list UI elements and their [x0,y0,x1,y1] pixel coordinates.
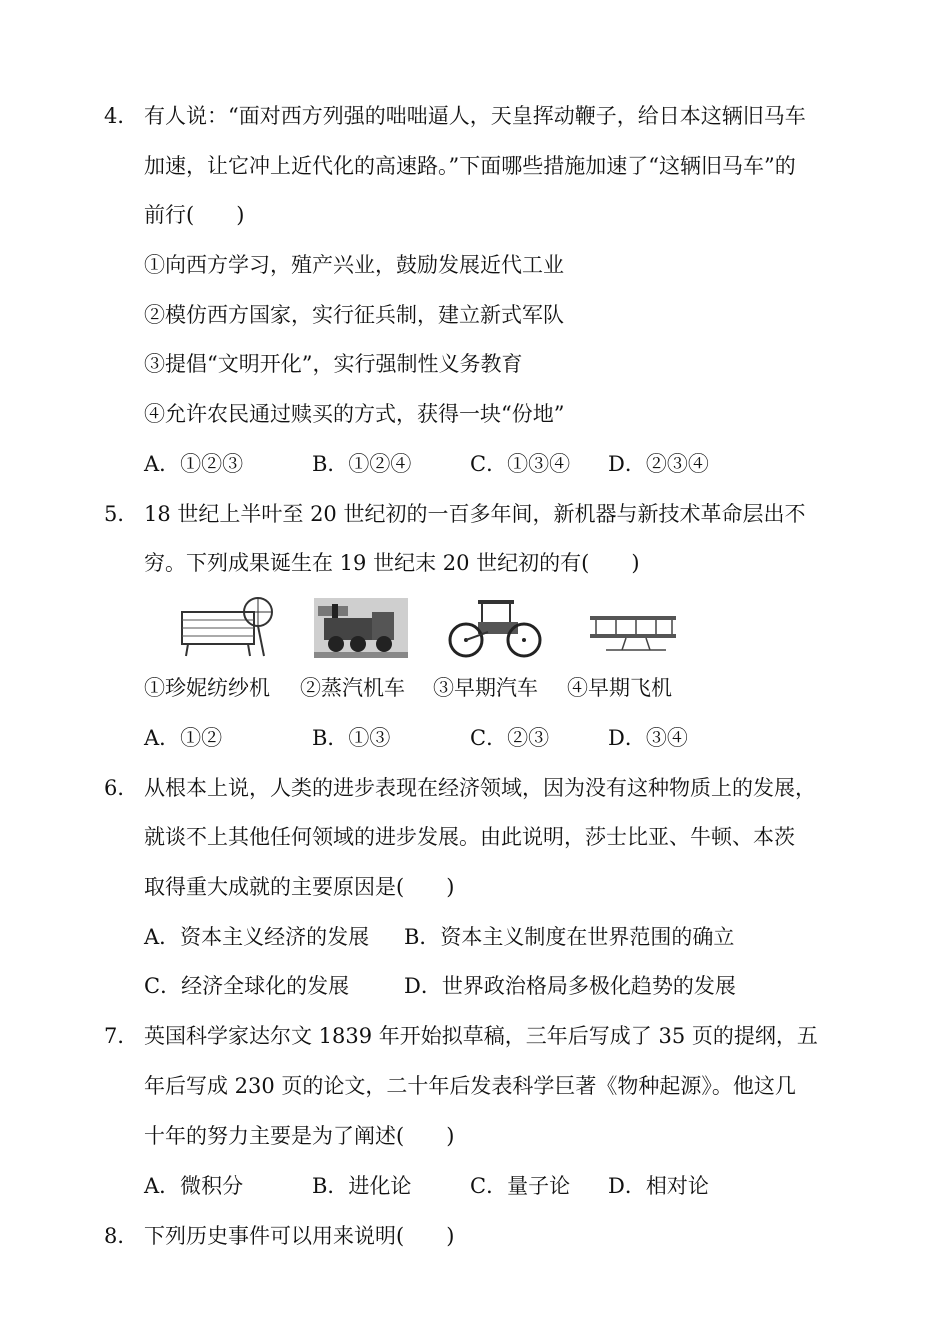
question-7-number: 7． [104,1024,139,1048]
question-6-line-3: 取得重大成就的主要原因是( ) [144,875,455,899]
question-5-caption-3: ③早期汽车 [433,676,538,700]
question-5-caption-1: ①珍妮纺纱机 [144,676,270,700]
question-6-line-2: 就谈不上其他任何领域的进步发展。由此说明，莎士比亚、牛顿、本茨 [144,825,795,849]
early-airplane-image [586,608,680,656]
question-6-option-a: A．资本主义经济的发展 [144,925,370,949]
question-6-option-b: B．资本主义制度在世界范围的确立 [404,925,735,949]
question-4-option-d: D．②③④ [608,452,709,476]
question-5-caption-4: ④早期飞机 [567,676,672,700]
question-4-item-1: ①向西方学习，殖产兴业，鼓励发展近代工业 [144,253,564,277]
question-5-option-b: B．①③ [312,726,391,750]
spinning-jenny-image [178,594,278,658]
question-7-line-3: 十年的努力主要是为了阐述( ) [144,1124,455,1148]
question-5-line-2: 穷。下列成果诞生在 19 世纪末 20 世纪初的有( ) [144,551,640,575]
question-7-line-2: 年后写成 230 页的论文，二十年后发表科学巨著《物种起源》。他这几 [144,1074,796,1098]
question-7-line-1: 英国科学家达尔文 1839 年开始拟草稿，三年后写成了 35 页的提纲，五 [144,1024,818,1048]
question-5-option-c: C．②③ [470,726,550,750]
question-4-item-2: ②模仿西方国家，实行征兵制，建立新式军队 [144,303,564,327]
question-7-option-b: B．进化论 [312,1174,412,1198]
question-5-option-d: D．③④ [608,726,688,750]
question-4-line-3: 前行( ) [144,203,245,227]
question-6-line-1: 从根本上说，人类的进步表现在经济领域，因为没有这种物质上的发展， [144,776,816,800]
question-4-line-2: 加速，让它冲上近代化的高速路。”下面哪些措施加速了“这辆旧马车”的 [144,154,796,178]
question-8-line-1: 下列历史事件可以用来说明( ) [144,1224,455,1248]
steam-locomotive-image [314,598,408,658]
question-4-item-4: ④允许农民通过赎买的方式，获得一块“份地” [144,402,565,426]
question-4-option-a: A．①②③ [144,452,244,476]
question-4-line-1: 有人说：“面对西方列强的咄咄逼人，天皇挥动鞭子，给日本这辆旧马车 [144,104,806,128]
question-5-number: 5． [104,502,139,526]
early-automobile-image [448,594,544,660]
question-4-item-3: ③提倡“文明开化”，实行强制性义务教育 [144,352,523,376]
question-7-option-d: D．相对论 [608,1174,709,1198]
question-6-option-d: D．世界政治格局多极化趋势的发展 [404,974,736,998]
question-6-number: 6． [104,776,139,800]
question-7-option-c: C．量子论 [470,1174,571,1198]
question-6-option-c: C．经济全球化的发展 [144,974,350,998]
question-5-caption-2: ②蒸汽机车 [300,676,405,700]
question-4-number: 4． [104,104,139,128]
question-5-option-a: A．①② [144,726,223,750]
question-8-number: 8． [104,1224,139,1248]
question-5-line-1: 18 世纪上半叶至 20 世纪初的一百多年间，新机器与新技术革命层出不 [144,502,806,526]
question-4-option-c: C．①③④ [470,452,571,476]
question-7-option-a: A．微积分 [144,1174,244,1198]
question-4-option-b: B．①②④ [312,452,412,476]
